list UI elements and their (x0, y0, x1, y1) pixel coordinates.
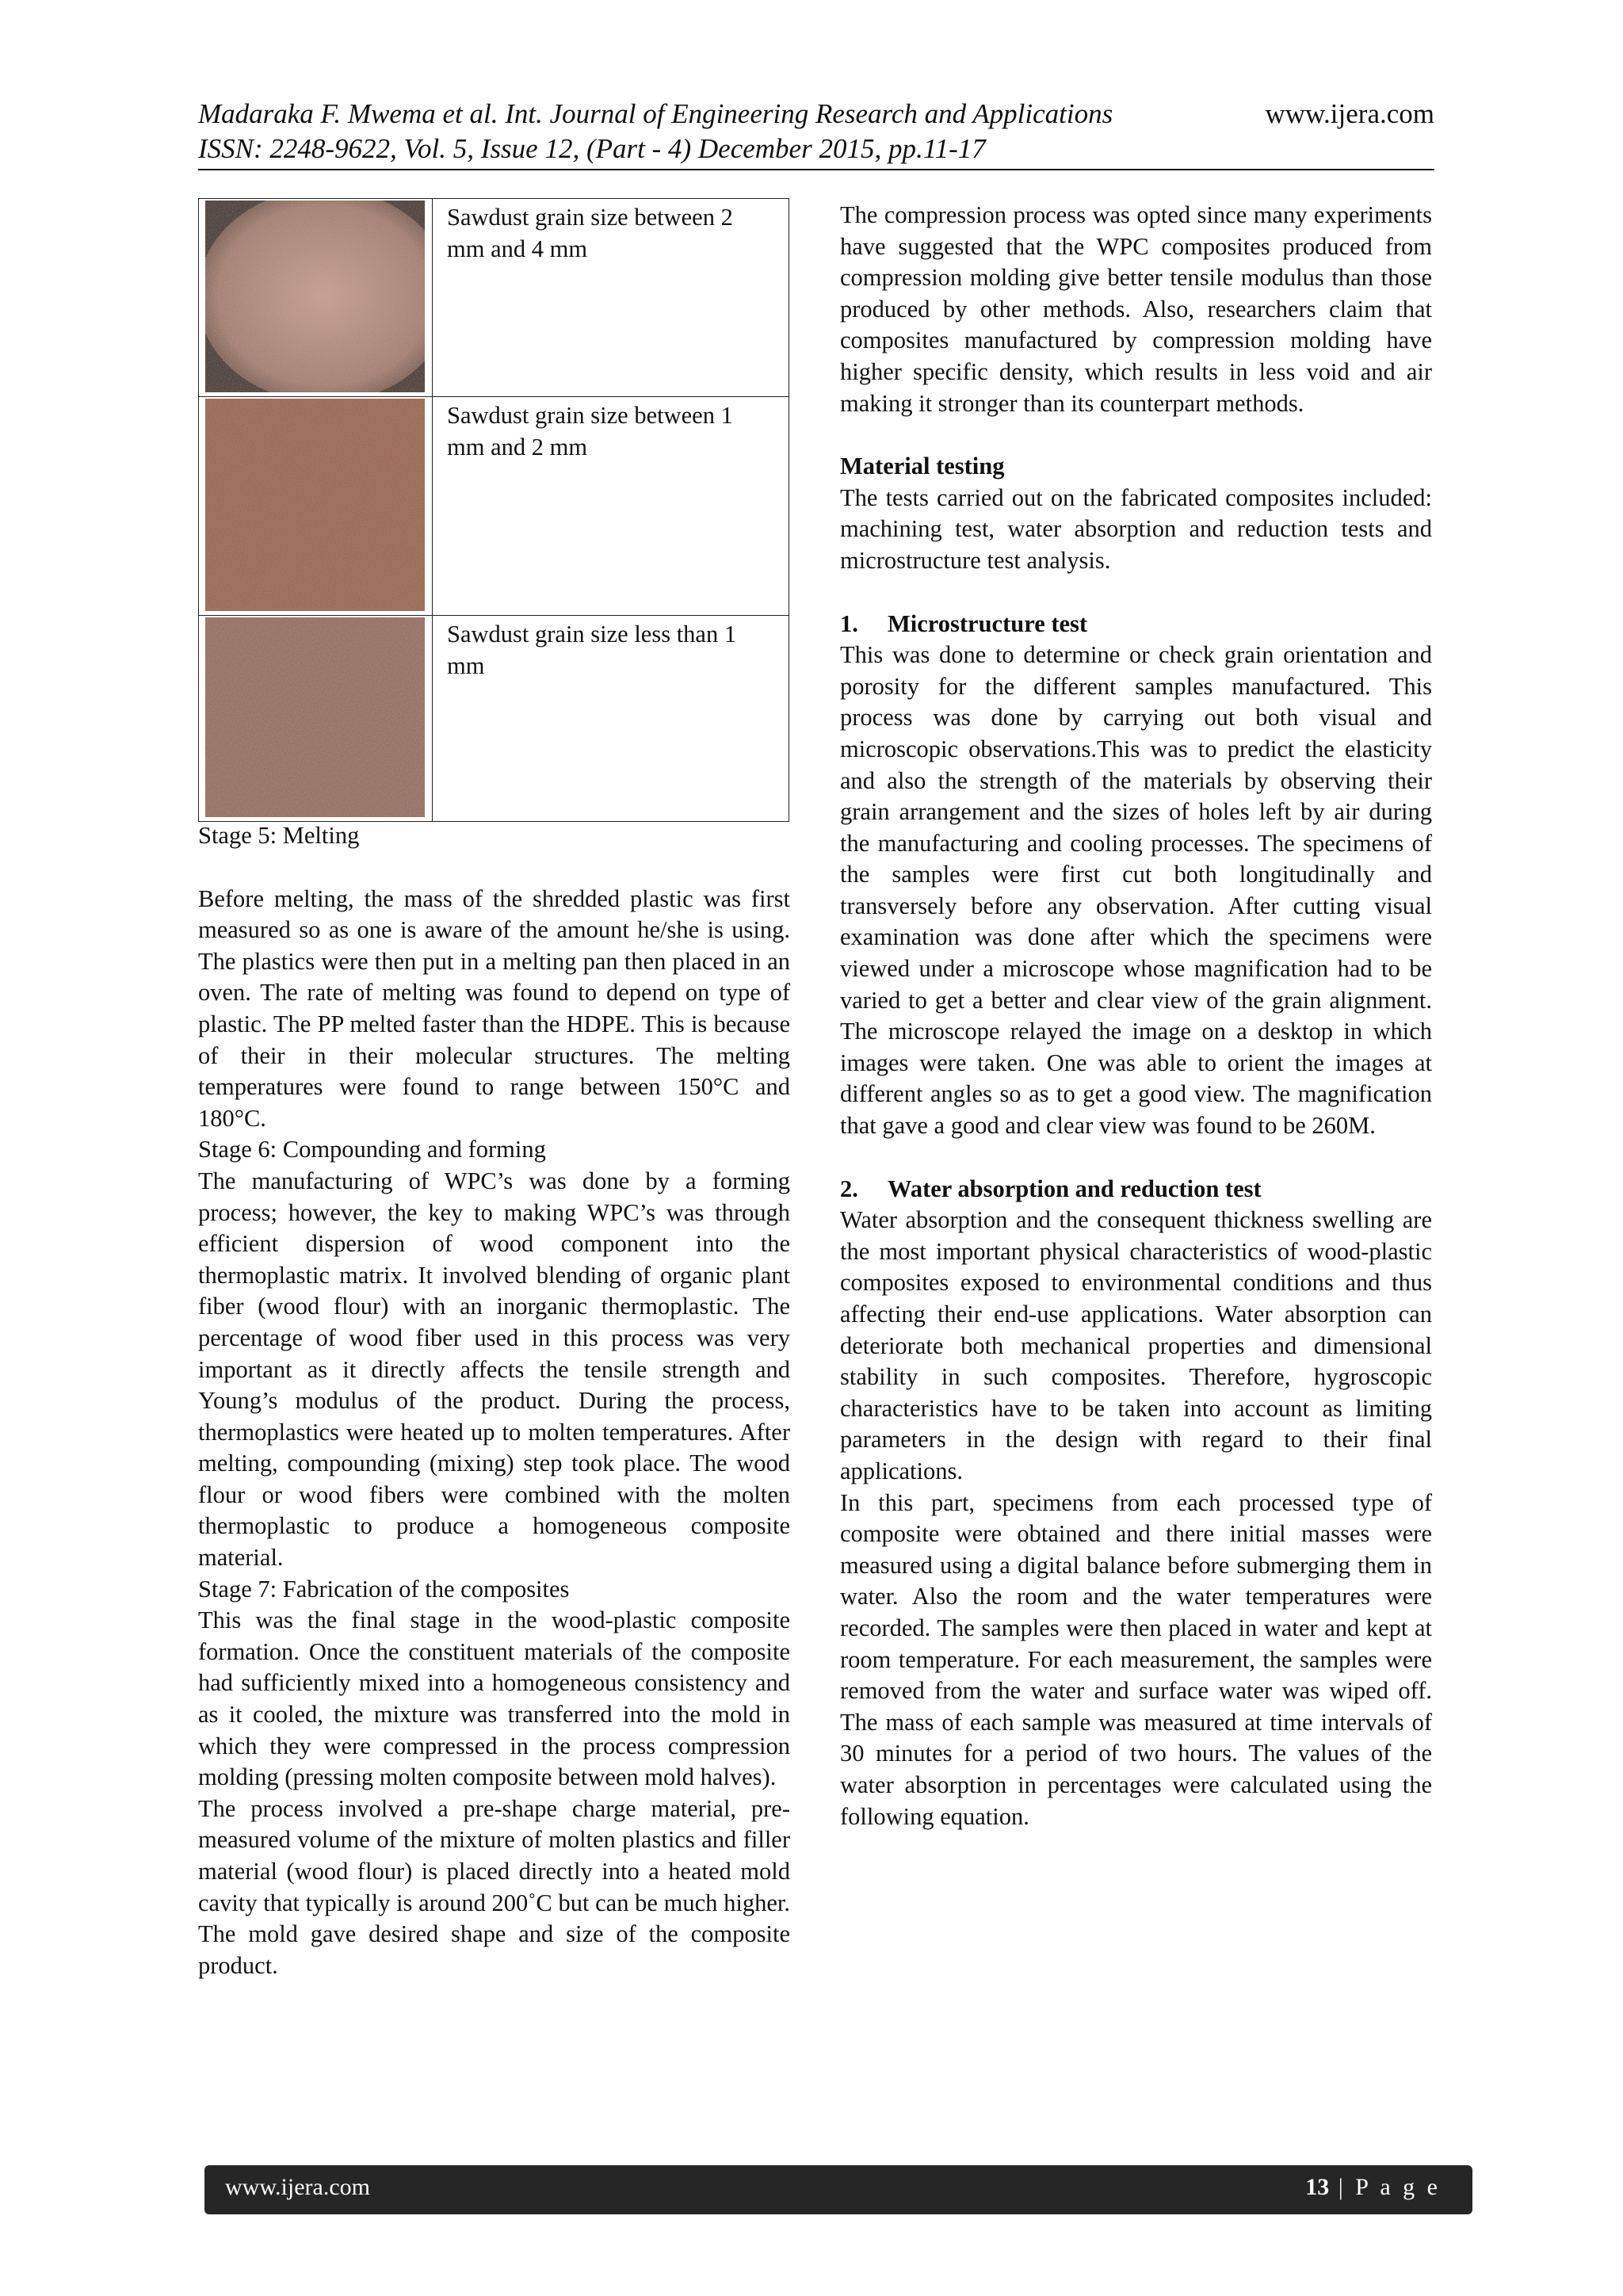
section-title: Microstructure test (888, 609, 1088, 637)
paragraph: The manufacturing of WPC’s was done by a forming process; however, the key to making WPC’s was through efficient dispersion of wood component into the thermoplastic matrix. It involved blending of organic plant fiber (wood flour) with an inorganic thermoplastic. The percentage of wood fiber used in this process was very important as it directly affects the tensile strength and Young’s modulus of the product. During the process, thermoplastics were heated up to molten temperatures. After melting, compounding (mixing) step took place. The wood flour or wood fibers were combined with the molten thermoplastic to produce a homogeneous composite material. (198, 1167, 790, 1572)
table-row (199, 397, 789, 616)
section-heading: Material testing (840, 453, 1005, 480)
sawdust-grain-table (198, 198, 789, 822)
header-issn-line: ISSN: 2248-9622, Vol. 5, Issue 12, (Part - 4) December 2015, pp.11-17 (198, 133, 986, 164)
page-footer (204, 2165, 1472, 2214)
table-cell-image (199, 199, 433, 397)
sawdust-photo-coarse (205, 201, 425, 392)
table-cell-image (199, 397, 433, 616)
paragraph: Water absorption and the consequent thickness swelling are the most important physical characteristics of wood-plastic composites exposed to environmental conditions and thus affecting their end-use applications. Water absorption can deteriorate both mechanical properties and dimensional stability in such composites. Therefore, hygroscopic characteristics have to be taken into account as limiting parameters in the design with regard to their final applications. (840, 1206, 1432, 1484)
paragraph-gap (840, 577, 1432, 609)
table-row (199, 199, 789, 397)
header-journal-line: Madaraka F. Mwema et al. Int. Journal of Engineering Research and Applications (198, 98, 1113, 129)
page-number: 13 (1305, 2174, 1330, 2200)
left-column (198, 820, 790, 1981)
paragraph-gap (840, 1142, 1432, 1174)
table-caption: Sawdust grain size less than 1 mm (433, 616, 789, 822)
page-label: | P a g e (1329, 2174, 1441, 2200)
footer-site: www.ijera.com (225, 2174, 370, 2200)
sawdust-photo-fine (205, 617, 425, 817)
header-rule (198, 169, 1434, 170)
paragraph-gap (198, 852, 790, 884)
table-cell-image (199, 616, 433, 822)
paragraph: Before melting, the mass of the shredded plastic was first measured so as one is aware of the amount he/she is using. The plastics were then put in a melting pan then placed in an oven. The rate of melting was found to depend on type of plastic. The PP melted faster than the HDPE. This is because of their in their molecular structures. The melting temperatures were found to range between 150°C and 180°C. (198, 884, 790, 1132)
stage-heading: Stage 7: Fabrication of the composites (198, 1575, 570, 1603)
section-number: 1. (840, 609, 858, 637)
paragraph-gap (840, 419, 1432, 451)
stage-heading: Stage 5: Melting (198, 822, 360, 849)
section-number: 2. (840, 1175, 858, 1202)
section-heading-water-absorption (840, 1174, 1432, 1205)
paragraph: The tests carried out on the fabricated composites included: machining test, water absorption and reduction tests and microstructure test analysis. (840, 483, 1432, 574)
footer-page (1305, 2174, 1441, 2201)
running-header (198, 97, 1434, 166)
paragraph: This was the final stage in the wood-plastic composite formation. Once the constituent materials of the composite had sufficiently mixed into a homogeneous consistency and as it cooled, the mixture was transferred into the mold in which they were compressed in the process compression molding (pressing molten composite between mold halves). (198, 1606, 790, 1791)
stage-heading: Stage 6: Compounding and forming (198, 1136, 546, 1163)
paragraph: The process involved a pre-shape charge material, pre-measured volume of the mixture of molten plastics and filler material (wood flour) is placed directly into a heated mold cavity that typically is around 200˚C but can be much higher. The mold gave desired shape and size of the composite product. (198, 1794, 790, 1979)
paragraph: In this part, specimens from each processed type of composite were obtained and there initial masses were measured using a digital balance before submerging them in water. Also the room and the water temperatures were recorded. The samples were then placed in water and kept at room temperature. For each measurement, the samples were removed from the water and surface water was wiped off. The mass of each sample was measured at time intervals of 30 minutes for a period of two hours. The values of the water absorption in percentages were calculated using the following equation. (840, 1488, 1432, 1830)
sawdust-photo-medium (205, 399, 425, 611)
paragraph: The compression process was opted since many experiments have suggested that the WPC composites produced from compression molding give better tensile modulus than those produced by other methods. Also, researchers claim that composites manufactured by compression molding have higher specific density, which results in less void and air making it stronger than its counterpart methods. (840, 201, 1432, 417)
table-caption: Sawdust grain size between 1 mm and 2 mm (433, 397, 789, 616)
table-caption: Sawdust grain size between 2 mm and 4 mm (433, 199, 789, 397)
section-heading-microstructure (840, 609, 1432, 640)
section-title: Water absorption and reduction test (888, 1175, 1262, 1202)
right-column (840, 200, 1432, 1832)
paragraph: This was done to determine or check grain orientation and porosity for the different samples manufactured. This process was done by carrying out both visual and microscopic observations.This was to predict the elasticity and also the strength of the materials by observing their grain arrangement and the sizes of holes left by air during the manufacturing and cooling processes. The specimens of the samples were first cut both longitudinally and transversely before any observation. After cutting visual examination was done after which the specimens were viewed under a microscope whose magnification had to be varied to get a better and clear view of the grain alignment. The microscope relayed the image on a desktop in which images were taken. One was able to orient the images at different angles so as to get a good view. The magnification that gave a good and clear view was found to be 260M. (840, 641, 1432, 1140)
header-site: www.ijera.com (1265, 98, 1434, 129)
table-row (199, 616, 789, 822)
